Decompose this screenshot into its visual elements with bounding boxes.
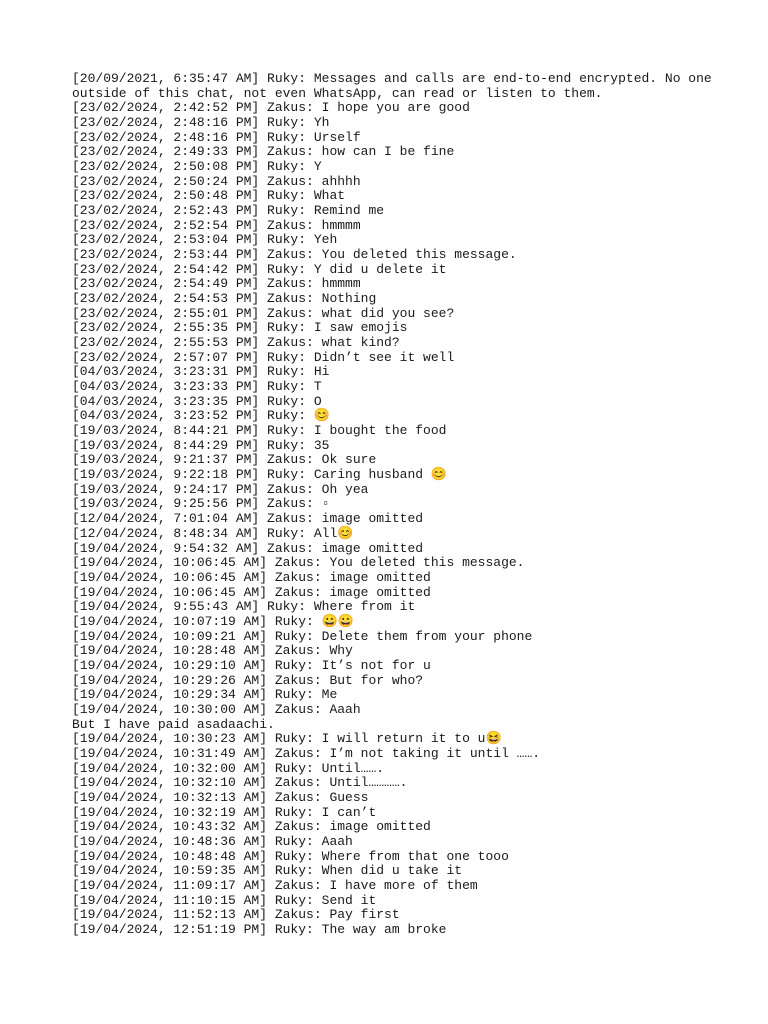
message-line: [19/03/2024, 8:44:29 PM] Ruky: 35 <box>72 437 330 453</box>
message-line: [19/04/2024, 10:29:26 AM] Zakus: But for who? <box>72 672 424 688</box>
message-line: [19/03/2024, 9:24:17 PM] Zakus: Oh yea <box>72 481 369 497</box>
message-line: [04/03/2024, 3:23:33 PM] Ruky: T <box>72 379 322 395</box>
message-line: [23/02/2024, 2:50:08 PM] Ruky: Y <box>72 159 322 175</box>
message-line: [19/03/2024, 9:22:18 PM] Ruky: Caring husband 😊 <box>72 467 448 483</box>
message-line: [23/02/2024, 2:53:04 PM] Ruky: Yeh <box>72 232 338 248</box>
message-line: [19/04/2024, 10:06:45 AM] Zakus: You deleted this message. <box>72 555 525 571</box>
message-line: [04/03/2024, 3:23:52 PM] Ruky: 😊 <box>72 408 331 424</box>
message-line: [23/02/2024, 2:55:53 PM] Zakus: what kind? <box>72 335 400 351</box>
message-line: [19/04/2024, 11:09:17 AM] Zakus: I have more of them <box>72 877 478 893</box>
message-line: [23/02/2024, 2:48:16 PM] Ruky: Urself <box>72 129 361 145</box>
message-line: [19/04/2024, 10:32:10 AM] Zakus: Until…………. <box>72 775 408 791</box>
message-line: [19/04/2024, 12:51:19 PM] Ruky: The way am broke <box>72 921 447 937</box>
message-line: [19/04/2024, 9:54:32 AM] Zakus: image omitted <box>72 540 424 556</box>
message-line: [23/02/2024, 2:52:43 PM] Ruky: Remind me <box>72 203 385 219</box>
message-line: [12/04/2024, 8:48:34 AM] Ruky: All😊 <box>72 525 354 541</box>
message-line: [23/02/2024, 2:54:53 PM] Zakus: Nothing <box>72 291 377 307</box>
message-list <box>72 72 712 938</box>
message-line: [19/04/2024, 9:55:43 AM] Ruky: Where from it <box>72 599 416 615</box>
message-line: [23/02/2024, 2:50:48 PM] Ruky: What <box>72 188 346 204</box>
message-line: [19/04/2024, 10:28:48 AM] Zakus: Why <box>72 643 353 659</box>
message-line: [23/02/2024, 2:54:49 PM] Zakus: hmmmm <box>72 276 361 292</box>
message-line: [19/04/2024, 10:09:21 AM] Ruky: Delete them from your phone <box>72 628 533 644</box>
message-line: [04/03/2024, 3:23:31 PM] Ruky: Hi <box>72 364 330 380</box>
message-line: [19/03/2024, 9:25:56 PM] Zakus: ▫ <box>72 496 330 512</box>
message-line: [23/02/2024, 2:52:54 PM] Zakus: hmmmm <box>72 217 361 233</box>
message-line: [23/02/2024, 2:55:35 PM] Ruky: I saw emojis <box>72 320 408 336</box>
message-line: [23/02/2024, 2:42:52 PM] Zakus: I hope you are good <box>72 100 470 116</box>
message-line: [23/02/2024, 2:53:44 PM] Zakus: You deleted this message. <box>72 247 517 263</box>
message-line: [19/04/2024, 11:10:15 AM] Ruky: Send it <box>72 892 377 908</box>
message-line: [19/04/2024, 10:29:10 AM] Ruky: It’s not for u <box>72 657 431 673</box>
message-line: [19/04/2024, 10:31:49 AM] Zakus: I’m not taking it until ……. <box>72 745 541 761</box>
message-line: [19/04/2024, 10:32:00 AM] Ruky: Until……. <box>72 760 385 776</box>
message-line: [23/02/2024, 2:48:16 PM] Ruky: Yh <box>72 115 330 131</box>
message-line: [23/02/2024, 2:50:24 PM] Zakus: ahhhh <box>72 173 361 189</box>
message-line: [19/03/2024, 9:21:37 PM] Zakus: Ok sure <box>72 452 377 468</box>
message-line: [20/09/2021, 6:35:47 AM] Ruky: Messages and calls are end-to-end encrypted. No one outside of this chat, not even WhatsApp, can read or listen to them. <box>72 71 712 101</box>
message-line: [04/03/2024, 3:23:35 PM] Ruky: O <box>72 393 322 409</box>
message-line: [19/04/2024, 10:30:00 AM] Zakus: Aaah But I have paid asadaachi. <box>72 701 361 732</box>
message-line: [23/02/2024, 2:49:33 PM] Zakus: how can I be fine <box>72 144 455 160</box>
message-line: [19/04/2024, 10:29:34 AM] Ruky: Me <box>72 687 338 703</box>
message-line: [19/04/2024, 10:48:36 AM] Ruky: Aaah <box>72 833 353 849</box>
message-line: [19/04/2024, 10:07:19 AM] Ruky: 😀😀 <box>72 613 355 629</box>
chat-transcript-page <box>72 72 712 938</box>
message-line: [19/04/2024, 10:32:19 AM] Ruky: I can’t <box>72 804 377 820</box>
message-line: [12/04/2024, 7:01:04 AM] Zakus: image omitted <box>72 511 424 527</box>
message-line: [19/03/2024, 8:44:21 PM] Ruky: I bought the food <box>72 423 447 439</box>
message-line: [19/04/2024, 10:06:45 AM] Zakus: image omitted <box>72 569 431 585</box>
message-line: [19/04/2024, 10:32:13 AM] Zakus: Guess <box>72 789 369 805</box>
message-line: [23/02/2024, 2:55:01 PM] Zakus: what did you see? <box>72 305 455 321</box>
message-line: [19/04/2024, 10:30:23 AM] Ruky: I will return it to u😆 <box>72 731 502 747</box>
message-line: [23/02/2024, 2:54:42 PM] Ruky: Y did u delete it <box>72 261 447 277</box>
message-line: [19/04/2024, 10:48:48 AM] Ruky: Where from that one tooo <box>72 848 509 864</box>
message-line: [19/04/2024, 10:59:35 AM] Ruky: When did u take it <box>72 863 463 879</box>
message-line: [19/04/2024, 10:43:32 AM] Zakus: image omitted <box>72 819 431 835</box>
message-line: [23/02/2024, 2:57:07 PM] Ruky: Didn’t see it well <box>72 349 455 365</box>
message-line: [19/04/2024, 10:06:45 AM] Zakus: image omitted <box>72 584 431 600</box>
message-line: [19/04/2024, 11:52:13 AM] Zakus: Pay first <box>72 907 400 923</box>
